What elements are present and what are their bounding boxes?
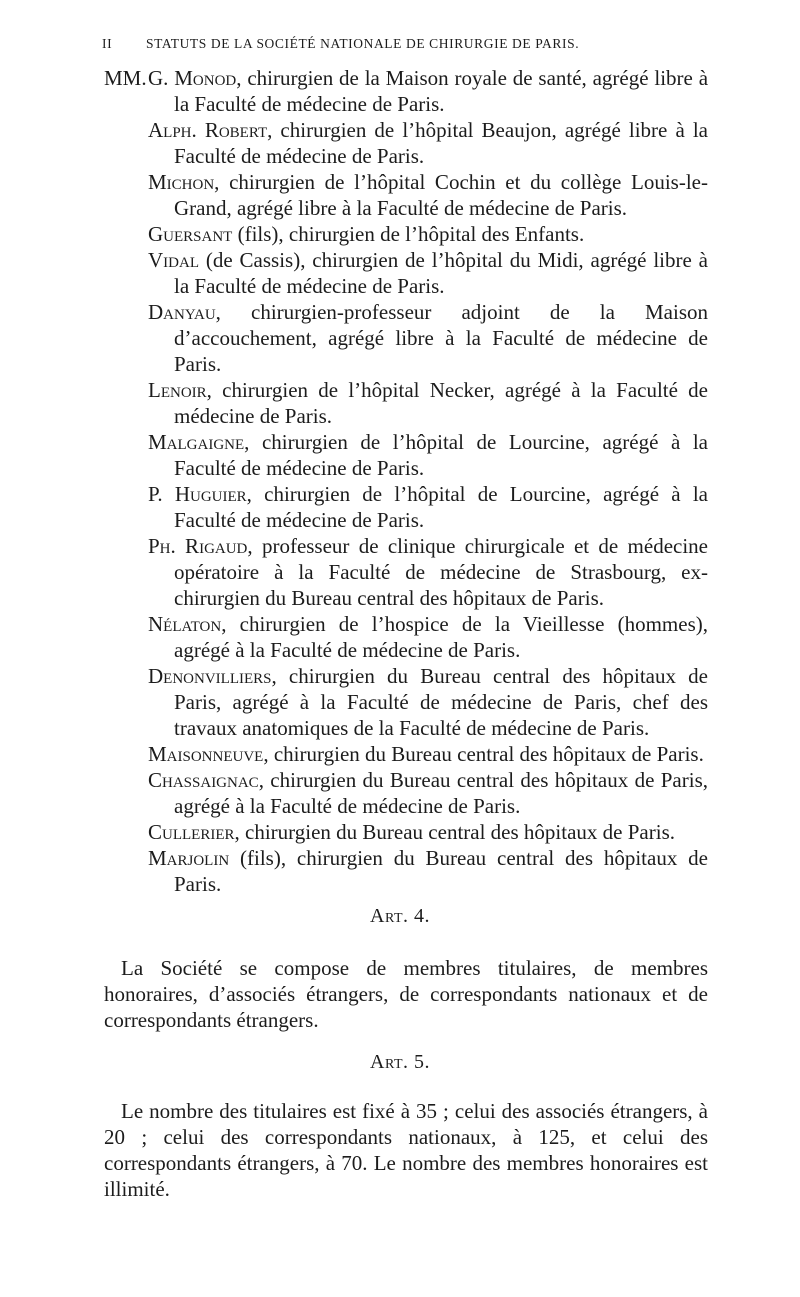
member-name: Nélaton [148, 612, 222, 636]
member-entry [148, 169, 708, 221]
member-description: , chirurgien de l’hôpital Cochin et du collège Louis-le-Grand, agrégé libre à la Faculté de médecine de Paris. [174, 170, 708, 220]
member-description: , chirurgien de l’hospice de la Vieillesse (hommes), agrégé à la Faculté de médecine de Paris. [174, 612, 708, 662]
member-entry [148, 741, 708, 767]
member-description: , chirurgien-professeur adjoint de la Maison d’accouchement, agrégé libre à la Faculté de médecine de Paris. [174, 300, 708, 376]
member-description: , chirurgien de l’hôpital de Lourcine, agrégé à la Faculté de médecine de Paris. [174, 430, 708, 480]
member-description: , chirurgien de l’hôpital Necker, agrégé à la Faculté de médecine de Paris. [174, 378, 708, 428]
member-entry [148, 767, 708, 819]
member-name: Malgaigne [148, 430, 245, 454]
member-name: Michon [148, 170, 215, 194]
member-entry [148, 221, 708, 247]
member-name: Chassaignac [148, 768, 259, 792]
member-name: P. Huguier [148, 482, 247, 506]
member-entry [148, 299, 708, 377]
member-entry [148, 247, 708, 299]
article-5-heading: Art. 5. [370, 1051, 430, 1073]
running-title: STATUTS DE LA SOCIÉTÉ NATIONALE DE CHIRURGIE DE PARIS. [146, 36, 580, 51]
member-name: Lenoir [148, 378, 207, 402]
member-description: , professeur de clinique chirurgicale et de médecine opératoire à la Faculté de médecine de Strasbourg, ex-chirurgien du Bureau central des hôpitaux de Paris. [174, 534, 709, 610]
member-description: , chirurgien du Bureau central des hôpitaux de Paris, agrégé à la Faculté de médecine de Paris. [174, 768, 708, 818]
member-description: , chirurgien du Bureau central des hôpitaux de Paris, agrégé à la Faculté de médecine de Paris, chef des travaux anatomiques de la Faculté de médecine de Paris. [174, 664, 708, 740]
member-name: Cullerier [148, 820, 235, 844]
member-name: Maisonneuve [148, 742, 264, 766]
member-description: (fils), chirurgien de l’hôpital des Enfants. [232, 222, 585, 246]
page-number: II [102, 36, 113, 51]
member-name: Denonvilliers [148, 664, 272, 688]
member-description: , chirurgien du Bureau central des hôpitaux de Paris. [234, 820, 675, 844]
article-5-text: Le nombre des titulaires est fixé à 35 ; celui des associés étrangers, à 20 ; celui des correspondants nationaux, à 125, et celui des correspondants étrangers, à 70. Le nombre des membres honoraires est illimité. [104, 1099, 708, 1201]
member-entry [148, 819, 708, 845]
running-header [102, 36, 702, 52]
members-prefix: MM. [104, 66, 147, 90]
member-name: G. Monod [148, 66, 237, 90]
article-4-text: La Société se compose de membres titulaires, de membres honoraires, d’associés étrangers, de correspondants nationaux et de correspondants étrangers. [104, 956, 708, 1032]
member-name: Guersant [148, 222, 233, 246]
member-entry [148, 481, 708, 533]
member-description: (de Cassis), chirurgien de l’hôpital du Midi, agrégé libre à la Faculté de médecine de Paris. [174, 248, 708, 298]
members-list [104, 65, 708, 897]
member-entry [148, 377, 708, 429]
member-description: , chirurgien de l’hôpital de Lourcine, agrégé à la Faculté de médecine de Paris. [174, 482, 708, 532]
member-name: Ph. Rigaud [148, 534, 248, 558]
article-4-heading: Art. 4. [370, 905, 430, 927]
member-name: Marjolin [148, 846, 230, 870]
member-entry [148, 663, 708, 741]
member-name: Danyau [148, 300, 216, 324]
member-entry [148, 845, 708, 897]
member-entry [148, 533, 708, 611]
member-description: (fils), chirurgien du Bureau central des hôpitaux de Paris. [174, 846, 708, 896]
member-description: , chirurgien de la Maison royale de santé, agrégé libre à la Faculté de médecine de Paris. [174, 66, 709, 116]
member-description: , chirurgien du Bureau central des hôpitaux de Paris. [263, 742, 704, 766]
member-entry [148, 117, 708, 169]
member-entry [148, 429, 708, 481]
member-description: , chirurgien de l’hôpital Beaujon, agrégé libre à la Faculté de médecine de Paris. [174, 118, 708, 168]
member-name: Vidal [148, 248, 199, 272]
member-name: Alph. Robert [148, 118, 268, 142]
member-entry [148, 65, 708, 117]
member-entry [148, 611, 708, 663]
